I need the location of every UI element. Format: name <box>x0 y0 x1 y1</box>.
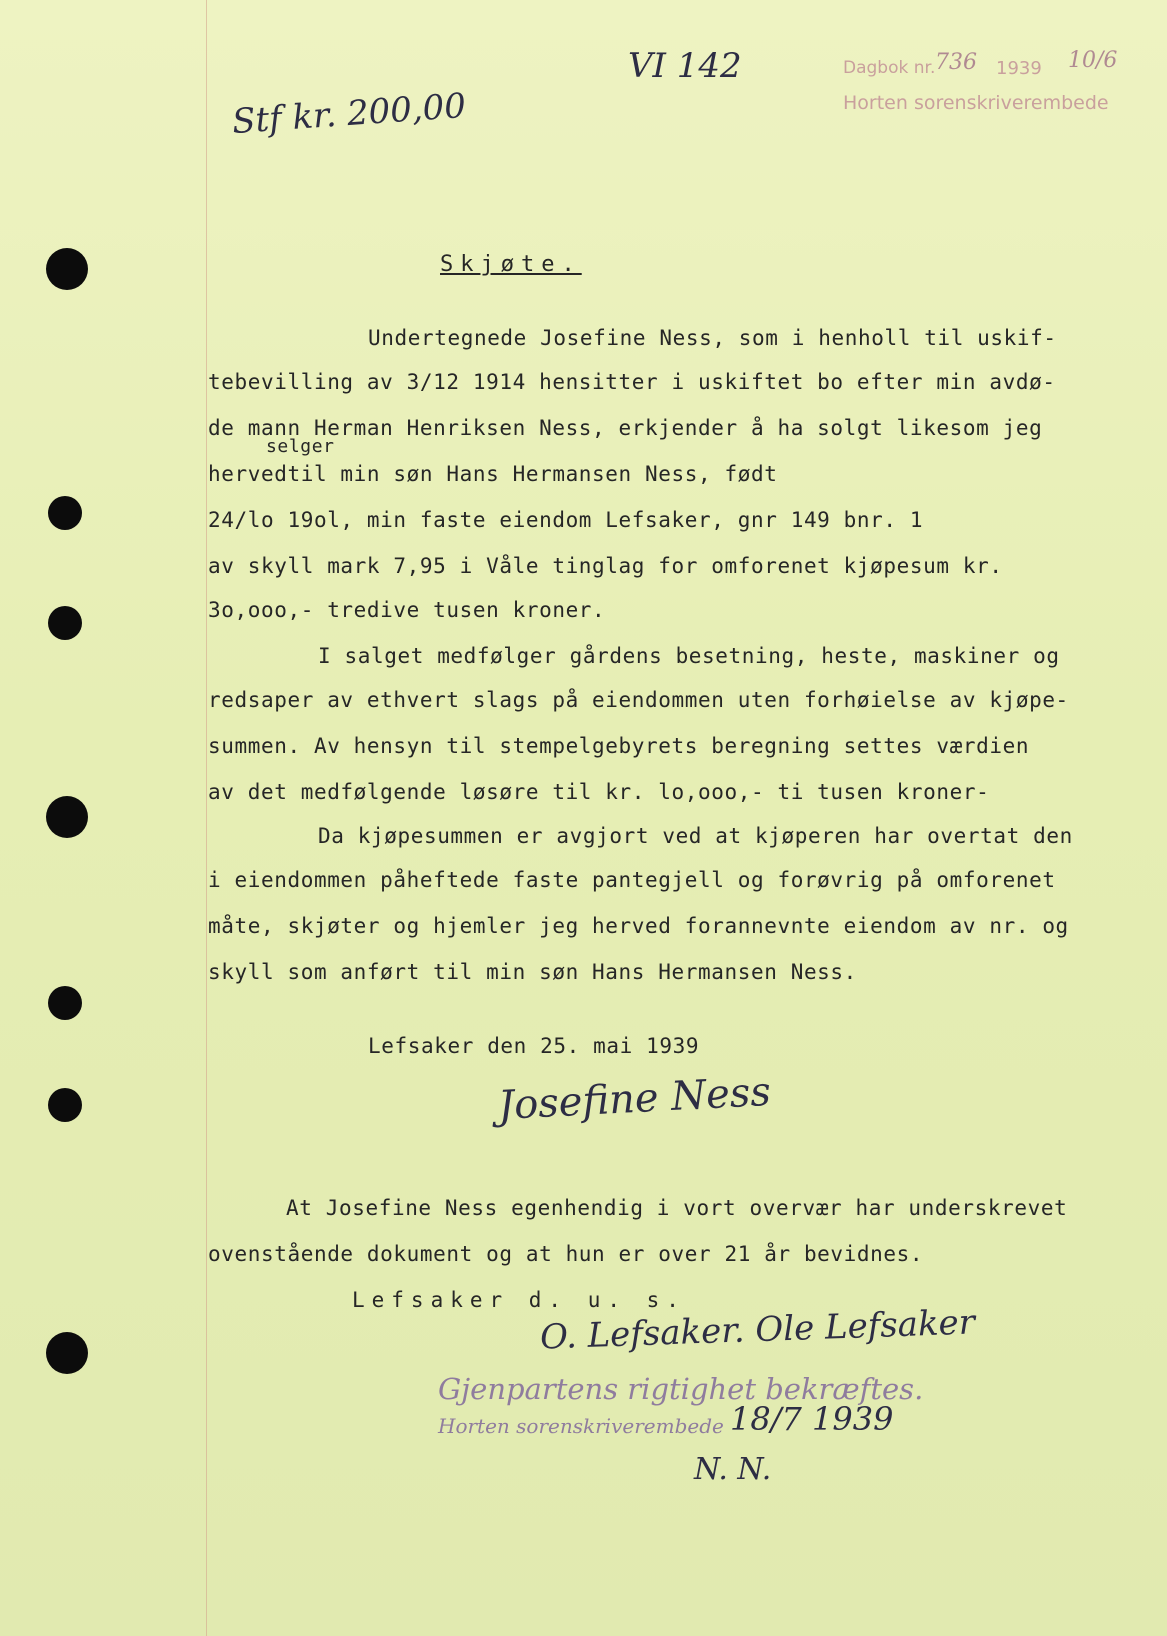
body-line: I salget medfølger gårdens besetning, heste, maskiner og <box>318 644 1060 668</box>
stamp-office: Horten sorenskriverembede <box>843 92 1109 114</box>
body-line: i eiendommen påheftede faste pantegjell og forøvrig på omforenet <box>208 868 1056 892</box>
folio-number: VI 142 <box>628 46 742 86</box>
body-line: summen. Av hensyn til stempelgebyrets beregning settes værdien <box>208 734 1030 758</box>
body-line: av det medfølgende løsøre til kr. lo,ooo,- ti tusen kroner- <box>208 780 990 804</box>
body-line: 3o,ooo,- tredive tusen kroner. <box>208 598 606 622</box>
witness-place: Lefsaker d. u. s. <box>352 1288 686 1312</box>
insertion-text: selger <box>266 436 335 457</box>
witness-line: ovenstående dokument og at hun er over 21 år bevidnes. <box>208 1242 924 1266</box>
stamp-dagbok-label: Dagbok nr. <box>843 58 936 78</box>
body-line: av skyll mark 7,95 i Våle tinglag for omforenet kjøpesum kr. <box>208 554 1003 578</box>
body-line: redsaper av ethvert slags på eiendommen uten forhøielse av kjøpe- <box>208 688 1069 712</box>
witness-line: At Josefine Ness egenhendig i vort overvær har underskrevet <box>286 1196 1068 1220</box>
fee-note: Stf kr. 200,00 <box>230 85 468 143</box>
body-line: Da kjøpesummen er avgjort ved at kjøperen har overtat den <box>318 824 1073 848</box>
certification-line: Gjenpartens rigtighet bekræftes. <box>438 1372 924 1406</box>
stamp-year: 1939 <box>996 58 1042 79</box>
body-line: de mann Herman Henriksen Ness, erkjender å ha solgt likesom jeg <box>208 416 1043 440</box>
stamp-number: 736 <box>935 50 977 75</box>
certification-office: Horten sorenskriverembede <box>438 1414 724 1438</box>
body-line: 24/lo 19ol, min faste eiendom Lefsaker, gnr 149 bnr. 1 <box>208 508 924 532</box>
signature: Josefine Ness <box>496 1068 772 1130</box>
punch-hole-icon <box>48 606 82 640</box>
punch-hole-icon <box>48 986 82 1020</box>
punch-hole-icon <box>46 796 88 838</box>
punch-hole-icon <box>48 496 82 530</box>
witness-signatures: O. Lefsaker. Ole Lefsaker <box>539 1302 976 1358</box>
punch-hole-icon <box>46 1332 88 1374</box>
body-line: hervedtil min søn Hans Hermansen Ness, født <box>208 462 778 486</box>
certification-date: 18/7 1939 <box>730 1400 894 1438</box>
certification-initials: N. N. <box>694 1452 772 1487</box>
stamp-date: 10/6 <box>1068 48 1118 73</box>
body-line: skyll som anført til min søn Hans Hermansen Ness. <box>208 960 857 984</box>
body-line: måte, skjøter og hjemler jeg herved forannevnte eiendom av nr. og <box>208 914 1069 938</box>
document-title: Skjøte. <box>440 252 582 277</box>
body-line: Undertegnede Josefine Ness, som i henholl til uskif- <box>368 326 1057 350</box>
place-date: Lefsaker den 25. mai 1939 <box>368 1034 700 1058</box>
margin-rule <box>206 0 207 1636</box>
body-line: tebevilling av 3/12 1914 hensitter i uskiftet bo efter min avdø- <box>208 370 1056 394</box>
punch-hole-icon <box>48 1088 82 1122</box>
punch-hole-icon <box>46 248 88 290</box>
